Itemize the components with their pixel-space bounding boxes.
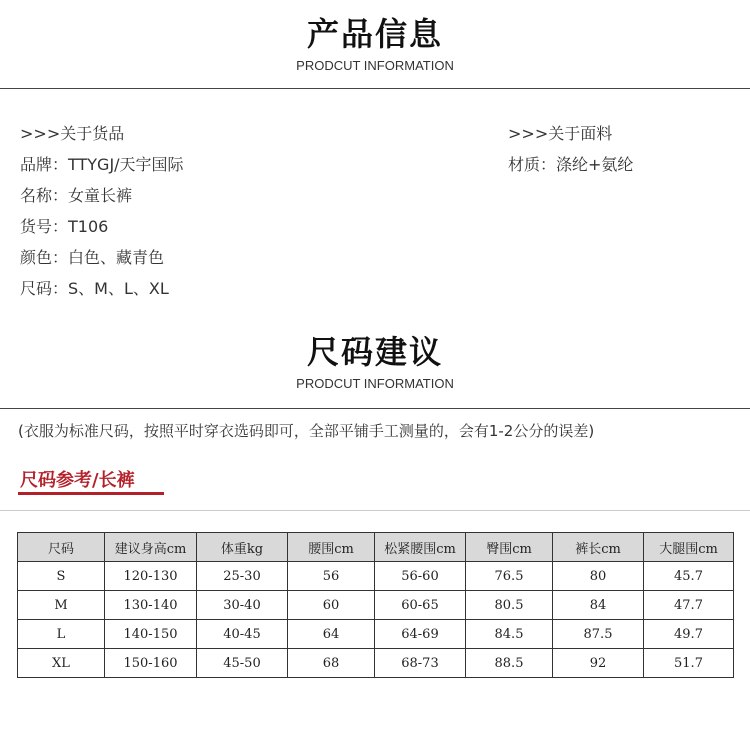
table-cell: 130-140 bbox=[105, 591, 197, 620]
fabric-heading: >>>关于面料 bbox=[508, 124, 613, 143]
header-cell: 尺码 bbox=[18, 533, 105, 562]
product-info-header bbox=[0, 14, 750, 74]
table-cell: 150-160 bbox=[105, 649, 197, 678]
table-row bbox=[18, 562, 734, 591]
table-cell: 87.5 bbox=[553, 620, 644, 649]
table-cell: 45-50 bbox=[197, 649, 288, 678]
table-cell: 45.7 bbox=[644, 562, 734, 591]
table-cell: 47.7 bbox=[644, 591, 734, 620]
header-cell: 裤长cm bbox=[553, 533, 644, 562]
table-cell: 84.5 bbox=[466, 620, 553, 649]
table-cell: 68-73 bbox=[375, 649, 466, 678]
goods-item-number: 货号：T106 bbox=[20, 217, 109, 236]
table-cell: 80 bbox=[553, 562, 644, 591]
size-reference-underline bbox=[18, 492, 164, 495]
size-table bbox=[17, 532, 734, 678]
table-cell: S bbox=[18, 562, 105, 591]
table-cell: M bbox=[18, 591, 105, 620]
size-reference-title: 尺码参考/长裤 bbox=[20, 470, 135, 491]
goods-name: 名称：女童长裤 bbox=[20, 186, 133, 205]
size-advice-subtitle: PRODCUT INFORMATION bbox=[296, 376, 454, 391]
table-cell: 120-130 bbox=[105, 562, 197, 591]
header-cell: 臀围cm bbox=[466, 533, 553, 562]
table-cell: 88.5 bbox=[466, 649, 553, 678]
header-cell: 体重kg bbox=[197, 533, 288, 562]
table-cell: L bbox=[18, 620, 105, 649]
header-cell: 建议身高cm bbox=[105, 533, 197, 562]
table-cell: 56-60 bbox=[375, 562, 466, 591]
table-cell: XL bbox=[18, 649, 105, 678]
table-cell: 49.7 bbox=[644, 620, 734, 649]
table-cell: 25-30 bbox=[197, 562, 288, 591]
table-cell: 76.5 bbox=[466, 562, 553, 591]
table-cell: 80.5 bbox=[466, 591, 553, 620]
header-divider bbox=[0, 408, 750, 409]
size-advice-title: 尺码建议 bbox=[306, 333, 443, 371]
goods-heading: >>>关于货品 bbox=[20, 124, 125, 143]
table-cell: 40-45 bbox=[197, 620, 288, 649]
table-cell: 68 bbox=[288, 649, 375, 678]
header-divider bbox=[0, 88, 750, 89]
goods-brand: 品牌：TTYGJ/天宇国际 bbox=[20, 155, 184, 174]
table-cell: 64 bbox=[288, 620, 375, 649]
goods-info bbox=[20, 124, 184, 310]
fabric-info bbox=[508, 124, 633, 186]
section-divider bbox=[0, 510, 750, 511]
table-cell: 56 bbox=[288, 562, 375, 591]
header-cell: 松紧腰围cm bbox=[375, 533, 466, 562]
table-cell: 84 bbox=[553, 591, 644, 620]
goods-color: 颜色：白色、藏青色 bbox=[20, 248, 165, 267]
table-cell: 60-65 bbox=[375, 591, 466, 620]
table-row bbox=[18, 591, 734, 620]
table-header-row bbox=[18, 533, 734, 562]
table-cell: 60 bbox=[288, 591, 375, 620]
table-row bbox=[18, 620, 734, 649]
measurement-note: (衣服为标准尺码，按照平时穿衣选码即可，全部平铺手工测量的，会有1-2公分的误差) bbox=[18, 422, 595, 440]
goods-size: 尺码：S、M、L、XL bbox=[20, 279, 169, 298]
header-cell: 大腿围cm bbox=[644, 533, 734, 562]
product-info-subtitle: PRODCUT INFORMATION bbox=[296, 58, 454, 73]
table-cell: 64-69 bbox=[375, 620, 466, 649]
table-cell: 30-40 bbox=[197, 591, 288, 620]
product-info-title: 产品信息 bbox=[306, 15, 443, 53]
table-cell: 51.7 bbox=[644, 649, 734, 678]
table-cell: 140-150 bbox=[105, 620, 197, 649]
size-advice-header bbox=[0, 332, 750, 392]
table-row bbox=[18, 649, 734, 678]
table-cell: 92 bbox=[553, 649, 644, 678]
header-cell: 腰围cm bbox=[288, 533, 375, 562]
fabric-material: 材质：涤纶+氨纶 bbox=[508, 155, 634, 174]
